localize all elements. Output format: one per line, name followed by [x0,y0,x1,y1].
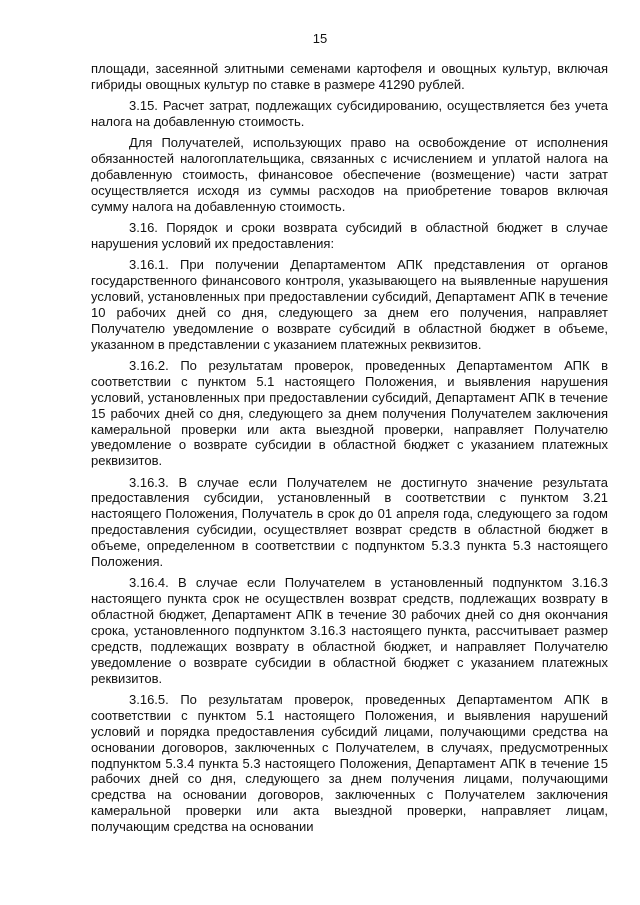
paragraph-3-16-1: 3.16.1. При получении Департаментом АПК представления от органов государственного финансового контроля, указывающего на выявленные нарушения условий, установленных при предоставлении субсидий, Департамент АПК в течение 10 рабочих дней со дня, следующего за днем его получения, направляет Получателю уведомление о возврате субсидий в областной бюджет в объеме, указанном в представлении с указанием платежных реквизитов. [91,257,608,352]
paragraph-3-15: 3.15. Расчет затрат, подлежащих субсидированию, осуществляется без учета налога на добавленную стоимость. [91,98,608,130]
paragraph-continuation: площади, засеянной элитными семенами картофеля и овощных культур, включая гибриды овощных культур по ставке в размере 41290 рублей. [91,61,608,92]
page-number: 15 [312,31,328,46]
paragraph-vat-exemption: Для Получателей, использующих право на освобождение от исполнения обязанностей налогоплательщика, связанных с исчислением и уплатой налога на добавленную стоимость, финансовое обеспечение (возмещение) части затрат осуществляется исходя из суммы расходов на приобретение товаров включая сумму налога на добавленную стоимость. [91,135,608,214]
paragraph-3-16-4: 3.16.4. В случае если Получателем в установленный подпунктом 3.16.3 настоящего пункта срок не осуществлен возврат средств, подлежащих возврату в областной бюджет, Департамент АПК в течение 30 рабочих дней со дня окончания срока, установленного подпунктом 3.16.3 настоящего пункта, рассчитывает размер средств, подлежащих возврату в областной бюджет, и направляет Получателю уведомление о возврате субсидии в областной бюджет с указанием платежных реквизитов. [91,575,608,686]
paragraph-3-16-3: 3.16.3. В случае если Получателем не достигнуто значение результата предоставления субсидии, установленный в соответствии с пунктом 3.21 настоящего Положения, Получатель в срок до 01 апреля года, следующего за годом предоставления субсидии, осуществляет возврат средств в областной бюджет в объеме, определенном в соответствии с подпунктом 5.3.3 пункта 5.3 настоящего Положения. [91,474,608,570]
paragraph-3-16-5: 3.16.5. По результатам проверок, проведенных Департаментом АПК в соответствии с пунктом 5.1 настоящего Положения, и выявления нарушений условий и порядка предоставления субсидий лицами, получающими средства на основании договоров, заключенных с Получателем, в случаях, предусмотренных подпунктом 5.3.4 пункта 5.3 настоящего Положения, Департамент АПК в течение 15 рабочих дней со дня, следующего за днем получения лицами, получающими средства на основании договоров, заключенных с Получателем заключения камеральной проверки или акта выездной проверки, направляет лицам, получающим средства на основании [91,691,608,835]
document-body [91,61,608,840]
paragraph-3-16: 3.16. Порядок и сроки возврата субсидий в областной бюджет в случае нарушения условий их предоставления: [91,220,608,251]
paragraph-3-16-2: 3.16.2. По результатам проверок, проведенных Департаментом АПК в соответствии с пунктом 5.1 настоящего Положения, и выявления нарушения условий, установленных при предоставлении субсидий, Департамент АПК в течение 15 рабочих дней со дня, следующего за днем получения Получателем заключения камеральной проверки или акта выездной проверки, направляет Получателю уведомление о возврате субсидии в областной бюджет с указанием платежных реквизитов. [91,357,608,469]
